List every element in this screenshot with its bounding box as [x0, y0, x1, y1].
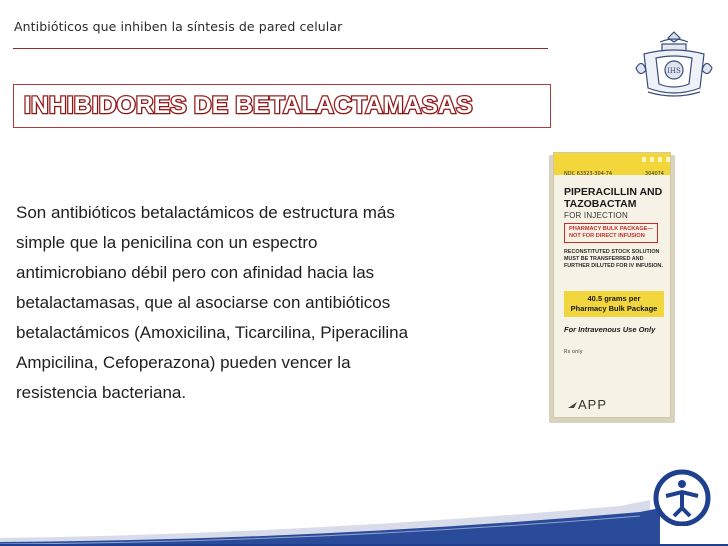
footer-swoosh	[0, 500, 728, 546]
box-reconstitution	[564, 249, 663, 270]
box-code: 304074	[644, 171, 664, 177]
header-divider	[13, 48, 548, 49]
body-line: antimicrobiano débil pero con afinidad hacia las	[16, 263, 375, 282]
body-line: resistencia bacteriana.	[16, 383, 187, 402]
slide-body	[16, 198, 516, 408]
header-title: Antibióticos que inhiben la síntesis de pared celular	[14, 19, 343, 34]
recon-line: RECONSTITUTED STOCK SOLUTION	[564, 249, 660, 255]
box-amount	[564, 291, 664, 317]
box-route: For Intravenous Use Only	[564, 325, 656, 334]
warning-line: PHARMACY BULK PACKAGE—	[569, 226, 654, 232]
body-line: Ampicilina, Cefoperazona) pueden vencer la	[16, 353, 351, 372]
university-logo-icon	[652, 466, 712, 526]
box-subtitle: FOR INJECTION	[564, 211, 628, 220]
body-line: Son antibióticos betalactámicos de estructura más	[16, 203, 395, 222]
university-crest-icon	[630, 28, 718, 100]
amount-line: Pharmacy Bulk Package	[570, 304, 658, 313]
warning-line: NOT FOR DIRECT INFUSION	[569, 233, 645, 239]
box-brand: APP	[578, 397, 608, 412]
recon-line: MUST BE TRANSFERRED AND	[564, 256, 644, 262]
body-line: betalactamasas, que al asociarse con antibióticos	[16, 293, 391, 312]
box-warning	[564, 223, 658, 243]
product-box-image	[553, 152, 671, 418]
recon-line: FURTHER DILUTED FOR IV INFUSION.	[564, 263, 663, 269]
box-rx: Rx only	[564, 349, 583, 355]
drug-line: PIPERACILLIN AND	[564, 186, 663, 198]
app-logo-icon	[568, 401, 578, 409]
amount-line: 40.5 grams per	[587, 294, 641, 303]
body-line: simple que la penicilina con un espectro	[16, 233, 318, 252]
box-ndc: NDC 63323-304-74	[564, 171, 613, 177]
slide-title: INHIBIDORES DE BETALACTAMASAS	[24, 92, 473, 119]
svg-text:IHS: IHS	[667, 67, 681, 75]
body-line: betalactámicos (Amoxicilina, Ticarcilina, Piperacilina	[16, 323, 409, 342]
drug-line: TAZOBACTAM	[564, 198, 637, 210]
box-drug-name	[564, 186, 662, 210]
